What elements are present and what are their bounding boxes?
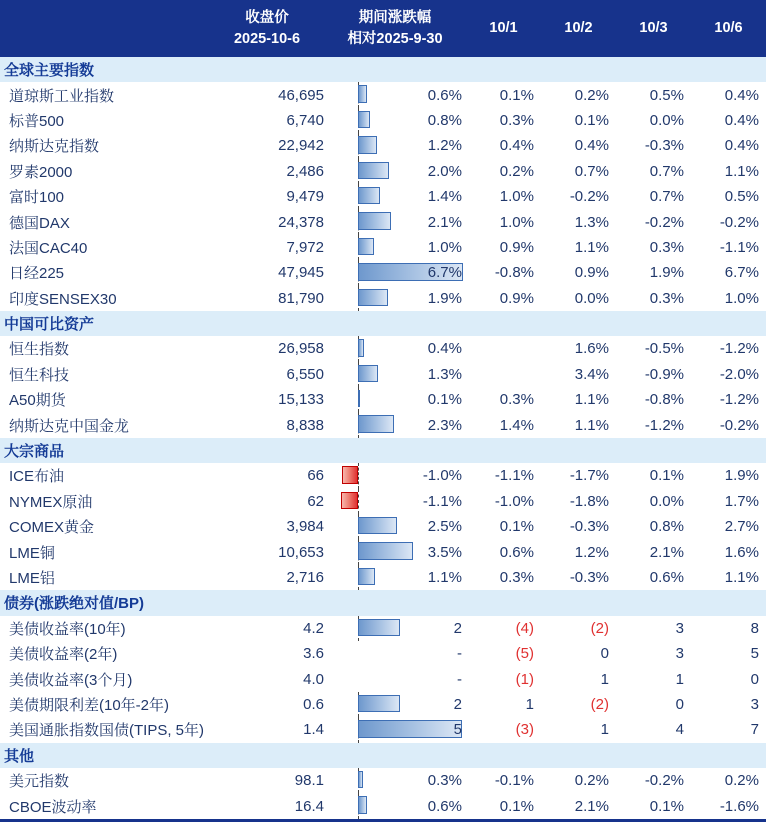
- day-change-value: -1.7%: [569, 467, 609, 485]
- period-change-cell: [324, 184, 466, 209]
- period-change-value: 2: [453, 619, 462, 637]
- day-change-value: -0.3%: [569, 569, 609, 586]
- day-change-value: 0.1%: [649, 797, 684, 815]
- table-row: [0, 159, 766, 184]
- positive-databar: [358, 339, 364, 356]
- period-change-value: 0.3%: [427, 772, 462, 790]
- positive-databar: [358, 415, 394, 432]
- period-change-cell: [324, 616, 466, 641]
- day-change-value: -1.2%: [719, 340, 759, 358]
- positive-databar: [358, 187, 380, 204]
- positive-databar: [358, 162, 389, 179]
- positive-databar: [358, 365, 378, 382]
- row-label: 美债收益率(3个月): [9, 671, 133, 689]
- positive-databar: [358, 289, 388, 306]
- close-price-value: 4.2: [303, 619, 324, 637]
- period-change-cell: [324, 793, 466, 818]
- day-change-value: 0.3%: [499, 391, 534, 409]
- row-label: A50期货: [9, 392, 66, 410]
- positive-databar: [358, 136, 377, 153]
- period-change-value: 1.9%: [427, 289, 462, 307]
- day-change-value: 1.7%: [724, 492, 759, 510]
- day-change-value: 0.6%: [649, 569, 684, 586]
- close-price-value: 2,486: [286, 162, 324, 180]
- table-row: [0, 717, 766, 742]
- section-header-0: 全球主要指数: [0, 57, 766, 82]
- close-price-value: 4.0: [303, 670, 324, 688]
- day-change-value: 3: [750, 695, 759, 713]
- period-change-value: 1.4%: [427, 188, 462, 206]
- day-change-value: 0.4%: [724, 111, 759, 129]
- day-change-value: 0.5%: [649, 86, 684, 104]
- day-change-value: 1.9%: [649, 264, 684, 282]
- period-change-value: 2.5%: [427, 518, 462, 536]
- period-change-value: 3.5%: [427, 543, 462, 561]
- period-change-cell: [324, 539, 466, 564]
- day-change-value: 7: [750, 721, 759, 739]
- table-row: [0, 133, 766, 158]
- period-change-cell: [324, 362, 466, 387]
- header-close-label: 收盘价: [245, 10, 289, 27]
- close-price-value: 8,838: [286, 416, 324, 434]
- period-change-cell: [324, 159, 466, 184]
- row-label: 美债收益率(2年): [9, 646, 118, 664]
- day-change-value: 8: [750, 619, 759, 637]
- day-change-value: 0: [600, 645, 609, 663]
- header-close-price: [210, 0, 324, 57]
- day-change-value: -0.5%: [644, 340, 684, 358]
- day-change-value: 1.4%: [499, 416, 534, 434]
- period-change-value: -1.1%: [422, 492, 462, 510]
- close-price-value: 66: [307, 467, 324, 485]
- period-change-cell: [324, 641, 466, 666]
- period-change-cell: [324, 463, 466, 488]
- period-change-value: 5: [453, 721, 462, 739]
- positive-databar: [358, 796, 367, 813]
- row-label: COMEX黄金: [9, 519, 95, 537]
- day-change-value: -1.8%: [569, 492, 609, 510]
- day-change-value: 0: [675, 695, 684, 713]
- period-change-value: -: [457, 645, 462, 663]
- day-change-value: 3.4%: [574, 365, 609, 383]
- table-row: [0, 692, 766, 717]
- day-change-value: -0.8%: [644, 391, 684, 409]
- row-label: LME铜: [9, 544, 55, 562]
- day-change-value: 0.7%: [649, 188, 684, 206]
- positive-databar: [358, 390, 360, 407]
- day-change-value: -1.6%: [719, 797, 759, 815]
- table-row: [0, 209, 766, 234]
- day-change-value: 1.9%: [724, 467, 759, 485]
- day-change-value: 5: [750, 645, 759, 663]
- day-change-value: -0.8%: [494, 264, 534, 282]
- header-day-10-1: 10/1: [489, 20, 518, 37]
- close-price-value: 46,695: [278, 86, 324, 104]
- day-change-value: -1.0%: [494, 492, 534, 510]
- section-header-3: 债券(涨跌绝对值/BP): [0, 590, 766, 615]
- day-change-value: -0.2%: [644, 772, 684, 790]
- day-change-value: -1.2%: [644, 416, 684, 434]
- close-price-value: 3,984: [286, 518, 324, 536]
- table-row: [0, 362, 766, 387]
- row-label: 纳斯达克指数: [9, 138, 100, 156]
- day-change-value: 0.3%: [649, 238, 684, 256]
- close-price-value: 47,945: [278, 264, 324, 282]
- table-row: [0, 793, 766, 818]
- day-change-value: 3: [675, 619, 684, 637]
- period-change-cell: [324, 82, 466, 107]
- table-row: [0, 260, 766, 285]
- day-change-value: 1.1%: [574, 391, 609, 409]
- table-row: [0, 108, 766, 133]
- close-price-value: 2,716: [286, 569, 324, 586]
- row-label: 美债期限利差(10年-2年): [9, 696, 170, 714]
- day-change-value: 0.2%: [499, 162, 534, 180]
- period-change-value: -: [457, 670, 462, 688]
- row-label: 恒生指数: [9, 341, 70, 359]
- header-day-10-6: 10/6: [714, 20, 743, 37]
- day-change-value: 0: [750, 670, 759, 688]
- positive-databar: [358, 695, 400, 712]
- close-price-value: 6,740: [286, 111, 324, 129]
- day-change-value: -0.3%: [644, 137, 684, 155]
- positive-databar: [358, 720, 462, 737]
- close-price-value: 3.6: [303, 645, 324, 663]
- positive-databar: [358, 212, 391, 229]
- day-change-value: 2.7%: [724, 518, 759, 536]
- table-row: [0, 463, 766, 488]
- table-row: [0, 565, 766, 590]
- day-change-value: 0.1%: [499, 797, 534, 815]
- day-change-value: 4: [675, 721, 684, 739]
- row-label: 罗素2000: [9, 163, 73, 181]
- day-change-value: 1.1%: [724, 569, 759, 586]
- positive-databar: [358, 111, 370, 128]
- day-change-value: 0.9%: [499, 289, 534, 307]
- row-label: 恒生科技: [9, 366, 70, 384]
- row-label: LME铝: [9, 570, 55, 587]
- period-change-cell: [324, 260, 466, 285]
- day-change-value: 0.6%: [499, 543, 534, 561]
- period-change-cell: [324, 336, 466, 361]
- period-change-value: 2.1%: [427, 213, 462, 231]
- day-change-value: (2): [590, 619, 609, 637]
- period-change-value: 0.8%: [427, 111, 462, 129]
- day-change-value: 1.6%: [724, 543, 759, 561]
- header-close-date: 2025-10-6: [233, 30, 301, 47]
- period-change-value: 1.3%: [427, 365, 462, 383]
- row-label: 标普500: [9, 112, 65, 130]
- table-row: [0, 616, 766, 641]
- row-label: 美元指数: [9, 773, 70, 791]
- period-change-cell: [324, 235, 466, 260]
- close-price-value: 81,790: [278, 289, 324, 307]
- day-change-value: 0.0%: [574, 289, 609, 307]
- close-price-value: 98.1: [294, 772, 324, 790]
- table-row: [0, 412, 766, 437]
- day-change-value: -1.1%: [719, 238, 759, 256]
- positive-databar: [358, 85, 367, 102]
- period-change-value: 2.0%: [427, 162, 462, 180]
- day-change-value: -1.2%: [719, 391, 759, 409]
- header-day-10-3: 10/3: [639, 20, 668, 37]
- databar-axis: [358, 463, 359, 488]
- day-change-value: 0.3%: [649, 289, 684, 307]
- table-row: [0, 184, 766, 209]
- day-change-value: 0.7%: [574, 162, 609, 180]
- day-change-value: 0.2%: [574, 772, 609, 790]
- day-change-value: 0.4%: [724, 137, 759, 155]
- day-change-value: (1): [515, 670, 534, 688]
- day-change-value: -0.3%: [569, 518, 609, 536]
- table-header-row: [0, 0, 766, 57]
- day-change-value: 0.1%: [499, 86, 534, 104]
- period-change-cell: [324, 209, 466, 234]
- day-change-value: 0.5%: [724, 188, 759, 206]
- row-label: 日经225: [9, 265, 65, 283]
- period-change-value: -1.0%: [422, 467, 462, 485]
- table-row: [0, 539, 766, 564]
- period-change-cell: [324, 666, 466, 691]
- day-change-value: -0.2%: [719, 416, 759, 434]
- period-change-cell: [324, 387, 466, 412]
- day-change-value: 0.7%: [649, 162, 684, 180]
- table-row: [0, 336, 766, 361]
- close-price-value: 16.4: [294, 797, 324, 815]
- day-change-value: -0.2%: [569, 188, 609, 206]
- day-change-value: (4): [515, 619, 534, 637]
- close-price-value: 0.6: [303, 695, 324, 713]
- day-change-value: 0.9%: [574, 264, 609, 282]
- day-change-value: 0.1%: [499, 518, 534, 536]
- negative-databar: [341, 492, 358, 509]
- day-change-value: 1.2%: [574, 543, 609, 561]
- day-change-value: -0.2%: [644, 213, 684, 231]
- close-price-value: 1.4: [303, 721, 324, 739]
- period-change-value: 2.3%: [427, 416, 462, 434]
- positive-databar: [358, 517, 397, 534]
- table-body: [0, 57, 766, 819]
- section-header-4: 其他: [0, 743, 766, 768]
- day-change-value: 0.0%: [649, 111, 684, 129]
- period-change-value: 1.1%: [427, 569, 462, 586]
- day-change-value: -1.1%: [494, 467, 534, 485]
- section-header-1: 中国可比资产: [0, 311, 766, 336]
- period-change-cell: [324, 514, 466, 539]
- header-period-label: 期间涨跌幅: [358, 10, 432, 27]
- day-change-value: (2): [590, 695, 609, 713]
- negative-databar: [342, 466, 358, 483]
- day-change-value: 1: [525, 695, 534, 713]
- row-label: 道琼斯工业指数: [9, 87, 115, 105]
- row-label: 美国通胀指数国债(TIPS, 5年): [9, 722, 205, 740]
- close-price-value: 22,942: [278, 137, 324, 155]
- day-change-value: 1.1%: [724, 162, 759, 180]
- day-change-value: 0.9%: [499, 238, 534, 256]
- header-period-sub: 相对2025-9-30: [347, 30, 443, 47]
- day-change-value: 2.1%: [649, 543, 684, 561]
- close-price-value: 15,133: [278, 391, 324, 409]
- table-row: [0, 641, 766, 666]
- databar-axis: [358, 489, 359, 514]
- row-label: 印度SENSEX30: [9, 290, 117, 308]
- day-change-value: -0.9%: [644, 365, 684, 383]
- day-change-value: -0.1%: [494, 772, 534, 790]
- close-price-value: 10,653: [278, 543, 324, 561]
- table-row: [0, 514, 766, 539]
- period-change-value: 1.0%: [427, 238, 462, 256]
- day-change-value: 1.0%: [724, 289, 759, 307]
- day-change-value: 0.1%: [574, 111, 609, 129]
- day-change-value: 1.0%: [499, 188, 534, 206]
- period-change-cell: [324, 286, 466, 311]
- table-row: [0, 666, 766, 691]
- header-period-change: [324, 0, 466, 57]
- period-change-cell: [324, 108, 466, 133]
- table-row: [0, 235, 766, 260]
- period-change-value: 6.7%: [427, 264, 462, 282]
- close-price-value: 7,972: [286, 238, 324, 256]
- day-change-value: 3: [675, 645, 684, 663]
- day-change-value: 1.0%: [499, 213, 534, 231]
- section-header-2: 大宗商品: [0, 438, 766, 463]
- day-change-value: 1.1%: [574, 238, 609, 256]
- row-label: 德国DAX: [9, 214, 70, 232]
- table-row: [0, 286, 766, 311]
- day-change-value: (3): [515, 721, 534, 739]
- day-change-value: -0.2%: [719, 213, 759, 231]
- day-change-value: 1.1%: [574, 416, 609, 434]
- day-change-value: 0.2%: [574, 86, 609, 104]
- period-change-cell: [324, 412, 466, 437]
- day-change-value: 1: [600, 670, 609, 688]
- table-row: [0, 489, 766, 514]
- close-price-value: 9,479: [286, 188, 324, 206]
- positive-databar: [358, 238, 374, 255]
- day-change-value: 0.3%: [499, 569, 534, 586]
- day-change-value: 0.4%: [499, 137, 534, 155]
- period-change-value: 2: [453, 695, 462, 713]
- table-row: [0, 82, 766, 107]
- period-change-value: 0.1%: [427, 391, 462, 409]
- row-label: 富时100: [9, 189, 65, 207]
- period-change-cell: [324, 489, 466, 514]
- period-change-cell: [324, 133, 466, 158]
- day-change-value: 0.4%: [574, 137, 609, 155]
- table-row: [0, 387, 766, 412]
- close-price-value: 26,958: [278, 340, 324, 358]
- table-row: [0, 768, 766, 793]
- positive-databar: [358, 568, 375, 585]
- row-label: 纳斯达克中国金龙: [9, 417, 130, 435]
- day-change-value: 0.2%: [724, 772, 759, 790]
- day-change-value: 0.0%: [649, 492, 684, 510]
- row-label: 美债收益率(10年): [9, 620, 126, 638]
- day-change-value: (5): [515, 645, 534, 663]
- day-change-value: 0.4%: [724, 86, 759, 104]
- row-label: NYMEX原油: [9, 493, 93, 511]
- day-change-value: 0.8%: [649, 518, 684, 536]
- positive-databar: [358, 542, 413, 559]
- day-change-value: 0.3%: [499, 111, 534, 129]
- positive-databar: [358, 771, 363, 788]
- period-change-cell: [324, 692, 466, 717]
- period-change-value: 0.6%: [427, 86, 462, 104]
- row-label: ICE布油: [9, 468, 65, 486]
- header-corner-blank: [0, 0, 210, 57]
- period-change-value: 1.2%: [427, 137, 462, 155]
- close-price-value: 24,378: [278, 213, 324, 231]
- period-change-value: 0.4%: [427, 340, 462, 358]
- close-price-value: 62: [307, 492, 324, 510]
- day-change-value: 6.7%: [724, 264, 759, 282]
- day-change-value: 1.3%: [574, 213, 609, 231]
- day-change-value: 1: [675, 670, 684, 688]
- period-change-cell: [324, 565, 466, 590]
- period-change-cell: [324, 717, 466, 742]
- positive-databar: [358, 619, 400, 636]
- period-change-value: 0.6%: [427, 797, 462, 815]
- row-label: 法国CAC40: [9, 239, 88, 257]
- period-change-cell: [324, 768, 466, 793]
- row-label: CBOE波动率: [9, 798, 97, 816]
- day-change-value: 2.1%: [574, 797, 609, 815]
- close-price-value: 6,550: [286, 365, 324, 383]
- day-change-value: 0.1%: [649, 467, 684, 485]
- day-change-value: -2.0%: [719, 365, 759, 383]
- day-change-value: 1.6%: [574, 340, 609, 358]
- header-day-10-2: 10/2: [564, 20, 593, 37]
- day-change-value: 1: [600, 721, 609, 739]
